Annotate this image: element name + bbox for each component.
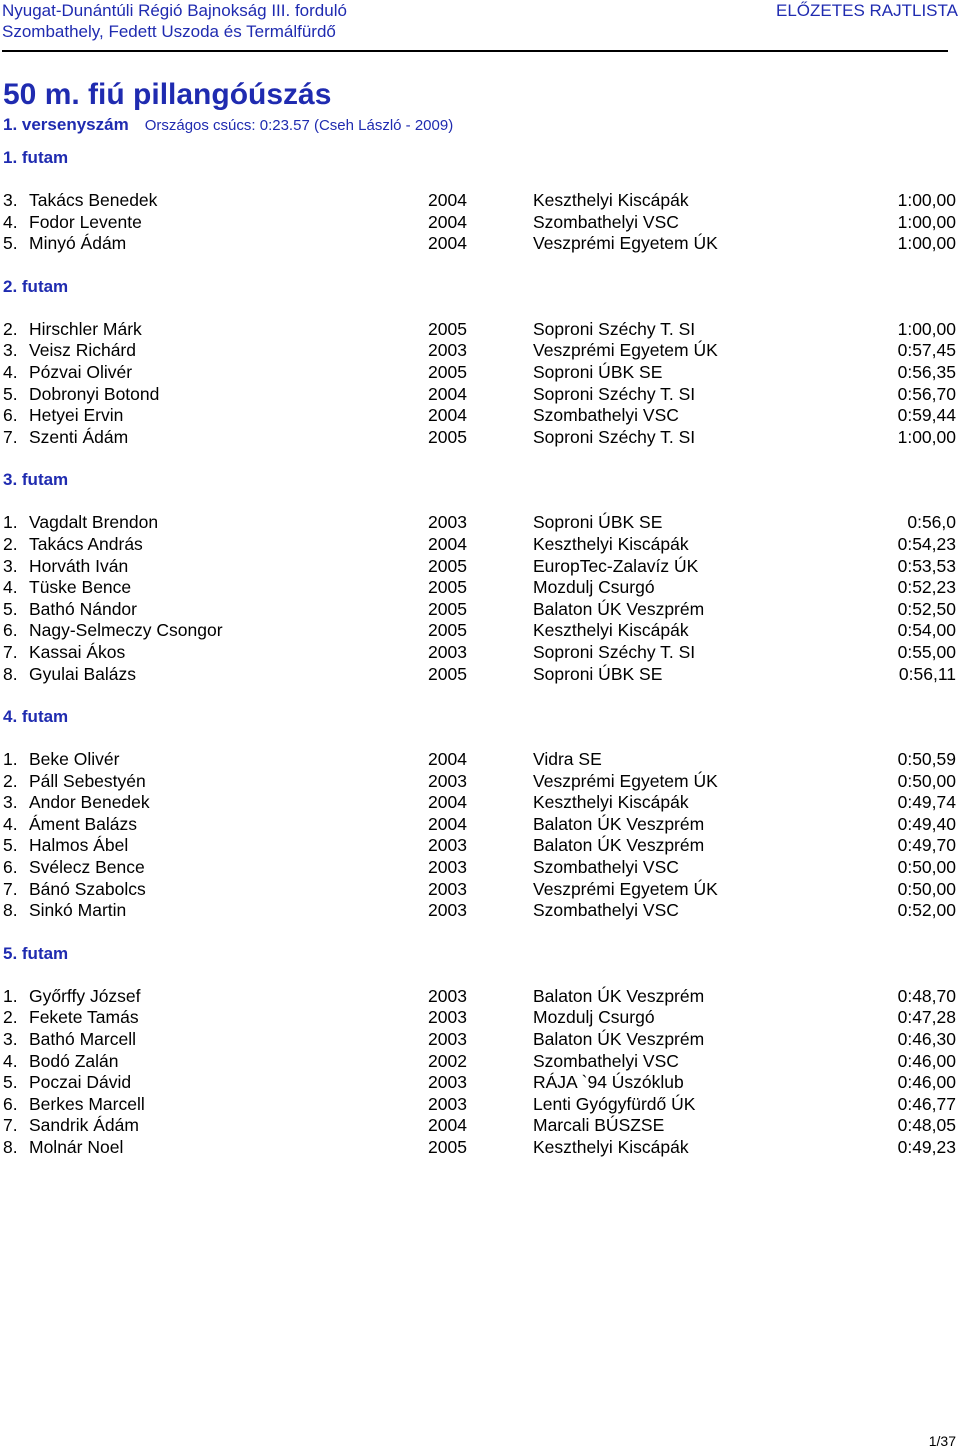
birth-year: 2002 (428, 1050, 467, 1071)
birth-year: 2005 (428, 361, 467, 382)
birth-year: 2003 (428, 857, 467, 878)
birth-year: 2003 (428, 1029, 467, 1050)
header-divider (2, 50, 948, 52)
entry-time: 0:46,30 (897, 1029, 956, 1050)
birth-year: 2003 (428, 770, 467, 791)
club-name: Mozdulj Csurgó (533, 577, 655, 598)
swimmer-name: Áment Balázs (29, 813, 137, 834)
entry-time: 0:46,77 (897, 1093, 956, 1114)
club-name: Keszthelyi Kiscápák (533, 533, 689, 554)
club-name: Vidra SE (533, 749, 602, 770)
entry-time: 0:49,74 (897, 792, 956, 813)
swimmer-name: Minyó Ádám (29, 233, 127, 254)
birth-year: 2005 (428, 620, 467, 641)
swimmer-name: Svélecz Bence (29, 857, 145, 878)
birth-year: 2003 (428, 340, 467, 361)
entry-time: 1:00,00 (897, 318, 956, 339)
swimmer-name: Gyulai Balázs (29, 663, 136, 684)
lane-number: 3. (3, 190, 18, 210)
birth-year: 2004 (428, 792, 467, 813)
entry-row (0, 749, 960, 771)
lane-number: 6. (3, 405, 18, 426)
start-list-status: ELŐZETES RAJTLISTA (775, 1, 958, 20)
club-name: Balaton ÚK Veszprém (533, 598, 705, 619)
heat-title: 2. futam (3, 276, 69, 296)
heat-spacer (0, 255, 960, 276)
entry-row (0, 512, 960, 534)
club-name: Mozdulj Csurgó (533, 1007, 655, 1028)
event-number: 1. versenyszám (3, 115, 129, 134)
national-record: Országos csúcs: 0:23.57 (Cseh László - 2009) (144, 117, 454, 134)
swimmer-name: Vagdalt Brendon (29, 512, 159, 533)
lane-number: 3. (3, 340, 18, 361)
entry-row (0, 1007, 960, 1029)
swimmer-name: Bodó Zalán (29, 1050, 119, 1071)
heat-spacer (0, 922, 960, 943)
birth-year: 2003 (428, 1007, 467, 1028)
entry-row (0, 814, 960, 836)
club-name: Keszthelyi Kiscápák (533, 792, 689, 813)
entry-row (0, 319, 960, 341)
entry-time: 0:47,28 (897, 1007, 956, 1028)
club-name: Balaton ÚK Veszprém (533, 985, 705, 1006)
entry-time: 0:56,0 (907, 512, 956, 533)
club-name: Szombathelyi VSC (533, 857, 679, 878)
club-name: Veszprémi Egyetem ÚK (533, 878, 718, 899)
birth-year: 2004 (428, 813, 467, 834)
entry-time: 0:54,00 (897, 620, 956, 641)
club-name: Balaton ÚK Veszprém (533, 1029, 705, 1050)
entry-row (0, 1029, 960, 1051)
birth-year: 2003 (428, 985, 467, 1006)
swimmer-name: Bathó Nándor (29, 598, 137, 619)
entry-time: 0:48,05 (897, 1115, 956, 1136)
birth-year: 2003 (428, 512, 467, 533)
birth-year: 2004 (428, 190, 467, 210)
club-name: Veszprémi Egyetem ÚK (533, 233, 718, 254)
swimmer-name: Takács Benedek (29, 190, 158, 210)
lane-number: 5. (3, 1072, 18, 1093)
entry-time: 0:50,00 (897, 878, 956, 899)
entry-time: 0:56,70 (897, 383, 956, 404)
entry-row (0, 771, 960, 793)
swimmer-name: Fekete Tamás (29, 1007, 139, 1028)
entry-time: 0:50,00 (897, 770, 956, 791)
entry-time: 1:00,00 (897, 190, 956, 210)
start-list (0, 147, 960, 1159)
heat-block (0, 943, 960, 1159)
club-name: Szombathelyi VSC (533, 1050, 679, 1071)
page-header (2, 1, 958, 22)
swimmer-name: Bathó Marcell (29, 1029, 136, 1050)
entry-row (0, 1137, 960, 1159)
lane-number: 2. (3, 318, 18, 339)
page-number: 1/37 (928, 1433, 956, 1449)
entry-time: 0:52,50 (897, 598, 956, 619)
heat-spacer (0, 448, 960, 469)
lane-number: 5. (3, 835, 18, 856)
birth-year: 2003 (428, 1072, 467, 1093)
entry-time: 0:56,35 (897, 361, 956, 382)
lane-number: 3. (3, 555, 18, 576)
lane-number: 8. (3, 1137, 18, 1157)
competition-name: Nyugat-Dunántúli Régió Bajnokság III. forduló (2, 1, 347, 20)
birth-year: 2004 (428, 211, 467, 232)
birth-year: 2004 (428, 233, 467, 254)
entry-row (0, 577, 960, 599)
entry-time: 1:00,00 (897, 211, 956, 232)
entry-time: 0:53,53 (897, 555, 956, 576)
club-name: RÁJA `94 Úszóklub (533, 1072, 684, 1093)
heat-block (0, 147, 960, 276)
heat-title: 4. futam (3, 707, 69, 727)
entry-row (0, 1115, 960, 1137)
entry-row (0, 900, 960, 922)
entry-time: 0:49,23 (897, 1137, 956, 1157)
swimmer-name: Hetyei Ervin (29, 405, 124, 426)
birth-year: 2004 (428, 383, 467, 404)
swimmer-name: Kassai Ákos (29, 641, 126, 662)
entry-row (0, 534, 960, 556)
entry-time: 0:49,40 (897, 813, 956, 834)
lane-number: 3. (3, 1029, 18, 1050)
birth-year: 2005 (428, 555, 467, 576)
entry-row (0, 233, 960, 255)
swimmer-name: Pózvai Olivér (29, 361, 133, 382)
entry-row (0, 212, 960, 234)
swimmer-name: Berkes Marcell (29, 1093, 145, 1114)
entry-time: 0:52,00 (897, 900, 956, 921)
swimmer-name: Tüske Bence (29, 577, 132, 598)
lane-number: 7. (3, 426, 18, 447)
club-name: Soproni Széchy T. SI (533, 426, 696, 447)
club-name: Keszthelyi Kiscápák (533, 620, 689, 641)
entry-time: 1:00,00 (897, 426, 956, 447)
lane-number: 4. (3, 577, 18, 598)
club-name: Szombathelyi VSC (533, 900, 679, 921)
swimmer-name: Sandrik Ádám (29, 1115, 139, 1136)
lane-number: 2. (3, 770, 18, 791)
entry-time: 0:48,70 (897, 985, 956, 1006)
swimmer-name: Bánó Szabolcs (29, 878, 146, 899)
club-name: EuropTec-Zalavíz ÚK (533, 555, 699, 576)
heat-block (0, 276, 960, 470)
lane-number: 5. (3, 598, 18, 619)
swimmer-name: Halmos Ábel (29, 835, 129, 856)
birth-year: 2003 (428, 878, 467, 899)
entry-row (0, 1094, 960, 1116)
birth-year: 2004 (428, 1115, 467, 1136)
swimmer-name: Győrffy József (29, 985, 141, 1006)
club-name: Keszthelyi Kiscápák (533, 190, 689, 210)
entry-time: 0:55,00 (897, 641, 956, 662)
swimmer-name: Szenti Ádám (29, 426, 129, 447)
birth-year: 2004 (428, 749, 467, 770)
entry-row (0, 879, 960, 901)
birth-year: 2005 (428, 1137, 467, 1157)
swimmer-name: Páll Sebestyén (29, 770, 146, 791)
club-name: Lenti Gyógyfürdő ÚK (533, 1093, 696, 1114)
venue-line (2, 22, 958, 43)
heat-spacer (0, 685, 960, 706)
lane-number: 3. (3, 792, 18, 813)
club-name: Veszprémi Egyetem ÚK (533, 340, 718, 361)
swimmer-name: Poczai Dávid (29, 1072, 132, 1093)
birth-year: 2005 (428, 426, 467, 447)
entry-row (0, 620, 960, 642)
club-name: Balaton ÚK Veszprém (533, 813, 705, 834)
swimmer-name: Beke Olivér (29, 749, 120, 770)
lane-number: 5. (3, 233, 18, 254)
entry-row (0, 642, 960, 664)
swimmer-name: Dobronyi Botond (29, 383, 160, 404)
swimmer-name: Hirschler Márk (29, 318, 142, 339)
lane-number: 7. (3, 641, 18, 662)
club-name: Soproni Széchy T. SI (533, 641, 696, 662)
entry-time: 0:49,70 (897, 835, 956, 856)
entry-row (0, 857, 960, 879)
entry-time: 0:59,44 (897, 405, 956, 426)
lane-number: 5. (3, 383, 18, 404)
lane-number: 8. (3, 663, 18, 684)
lane-number: 4. (3, 361, 18, 382)
club-name: Soproni Széchy T. SI (533, 383, 696, 404)
swimmer-name: Molnár Noel (29, 1137, 124, 1157)
entry-row (0, 1051, 960, 1073)
birth-year: 2005 (428, 318, 467, 339)
birth-year: 2005 (428, 663, 467, 684)
entry-row (0, 556, 960, 578)
club-name: Szombathelyi VSC (533, 211, 679, 232)
club-name: Soproni ÚBK SE (533, 663, 663, 684)
club-name: Soproni ÚBK SE (533, 361, 663, 382)
heat-block (0, 469, 960, 706)
heat-title: 1. futam (3, 148, 69, 167)
entry-row (0, 986, 960, 1008)
birth-year: 2005 (428, 598, 467, 619)
lane-number: 4. (3, 813, 18, 834)
lane-number: 8. (3, 900, 18, 921)
club-name: Balaton ÚK Veszprém (533, 835, 705, 856)
heat-block (0, 706, 960, 943)
club-name: Soproni ÚBK SE (533, 512, 663, 533)
swimmer-name: Horváth Iván (29, 555, 129, 576)
entry-row (0, 792, 960, 814)
entry-time: 0:54,23 (897, 533, 956, 554)
club-name: Szombathelyi VSC (533, 405, 679, 426)
swimmer-name: Sinkó Martin (29, 900, 127, 921)
lane-number: 1. (3, 985, 18, 1006)
entry-row (0, 835, 960, 857)
venue-name: Szombathely, Fedett Uszoda és Termálfürdő (2, 22, 336, 41)
entry-time: 0:50,59 (897, 749, 956, 770)
lane-number: 4. (3, 1050, 18, 1071)
entry-row (0, 427, 960, 449)
lane-number: 2. (3, 1007, 18, 1028)
entry-row (0, 599, 960, 621)
birth-year: 2004 (428, 533, 467, 554)
entry-row (0, 664, 960, 686)
club-name: Soproni Széchy T. SI (533, 318, 696, 339)
birth-year: 2003 (428, 1093, 467, 1114)
heat-title: 3. futam (3, 470, 69, 490)
birth-year: 2003 (428, 835, 467, 856)
birth-year: 2003 (428, 641, 467, 662)
swimmer-name: Veisz Richárd (29, 340, 136, 361)
birth-year: 2003 (428, 900, 467, 921)
entry-time: 1:00,00 (897, 233, 956, 254)
event-title: 50 m. fiú pillangóúszás (3, 78, 332, 111)
swimmer-name: Takács András (29, 533, 143, 554)
entry-time: 0:56,11 (898, 663, 956, 684)
entry-time: 0:50,00 (897, 857, 956, 878)
entry-time: 0:46,00 (897, 1072, 956, 1093)
lane-number: 6. (3, 1093, 18, 1114)
entry-row (0, 362, 960, 384)
entry-row (0, 1072, 960, 1094)
entry-row (0, 384, 960, 406)
lane-number: 4. (3, 211, 18, 232)
entry-time: 0:46,00 (897, 1050, 956, 1071)
heat-title: 5. futam (3, 943, 69, 963)
lane-number: 7. (3, 1115, 18, 1136)
club-name: Keszthelyi Kiscápák (533, 1137, 689, 1157)
event-info (3, 114, 453, 137)
lane-number: 6. (3, 620, 18, 641)
swimmer-name: Nagy-Selmeczy Csongor (29, 620, 223, 641)
entry-time: 0:52,23 (897, 577, 956, 598)
birth-year: 2005 (428, 577, 467, 598)
club-name: Marcali BÚSZSE (533, 1115, 665, 1136)
lane-number: 7. (3, 878, 18, 899)
lane-number: 1. (3, 749, 18, 770)
entry-row (0, 190, 960, 212)
lane-number: 1. (3, 512, 18, 533)
entry-row (0, 340, 960, 362)
lane-number: 2. (3, 533, 18, 554)
entry-row (0, 405, 960, 427)
entry-time: 0:57,45 (897, 340, 956, 361)
birth-year: 2004 (428, 405, 467, 426)
club-name: Veszprémi Egyetem ÚK (533, 770, 718, 791)
lane-number: 6. (3, 857, 18, 878)
swimmer-name: Andor Benedek (29, 792, 150, 813)
swimmer-name: Fodor Levente (29, 211, 142, 232)
